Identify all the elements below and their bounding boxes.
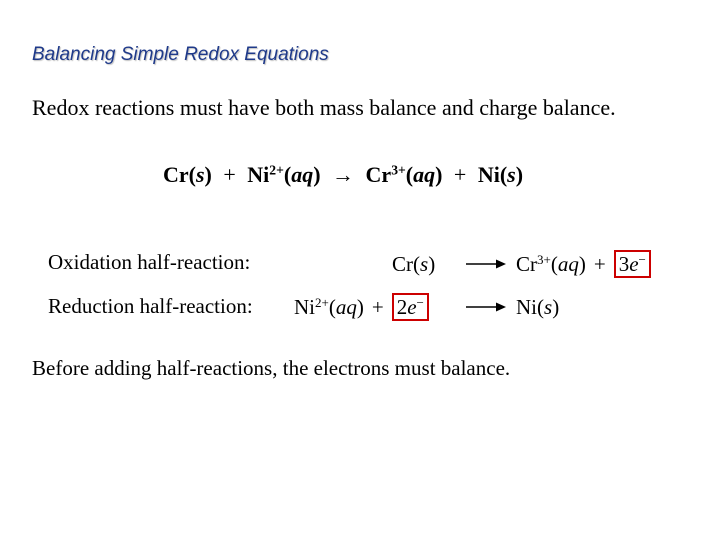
oxidation-reactant: Cr(s) [392, 252, 436, 276]
plus-sign: + [453, 162, 467, 187]
reduction-electrons-box: 2e− [392, 293, 429, 321]
reaction-arrow: → [332, 162, 355, 187]
footer-text: Before adding half-reactions, the electrons must balance. [32, 356, 511, 380]
cr-solid: Cr(s) [163, 162, 212, 187]
plus-sign: + [223, 162, 236, 187]
oxidation-arrow-icon [466, 258, 506, 270]
oxidation-electrons-box: 3e− [614, 250, 651, 278]
slide-title: Balancing Simple Redox Equations [32, 44, 329, 65]
oxidation-label: Oxidation half-reaction: [48, 250, 251, 274]
overall-equation [163, 162, 523, 188]
reduction-reactants: $Ni^{2+}(aq) + 2e^-$ [294, 295, 429, 320]
reduction-product: Ni(s) [516, 295, 560, 319]
reduction-arrow-icon [466, 301, 506, 313]
ni-solid: Ni(s) [477, 162, 524, 187]
reduction-label: Reduction half-reaction: [48, 294, 253, 318]
oxidation-products: $Cr^{3+}(aq) + 3e^-$ [516, 252, 651, 277]
intro-text: Redox reactions must have both mass balance and charge balance. [32, 95, 616, 120]
cr-ion: $Cr^{3+}(aq)$ [365, 162, 443, 187]
ni-ion: $Ni^{2+}(aq)$ [247, 162, 321, 187]
